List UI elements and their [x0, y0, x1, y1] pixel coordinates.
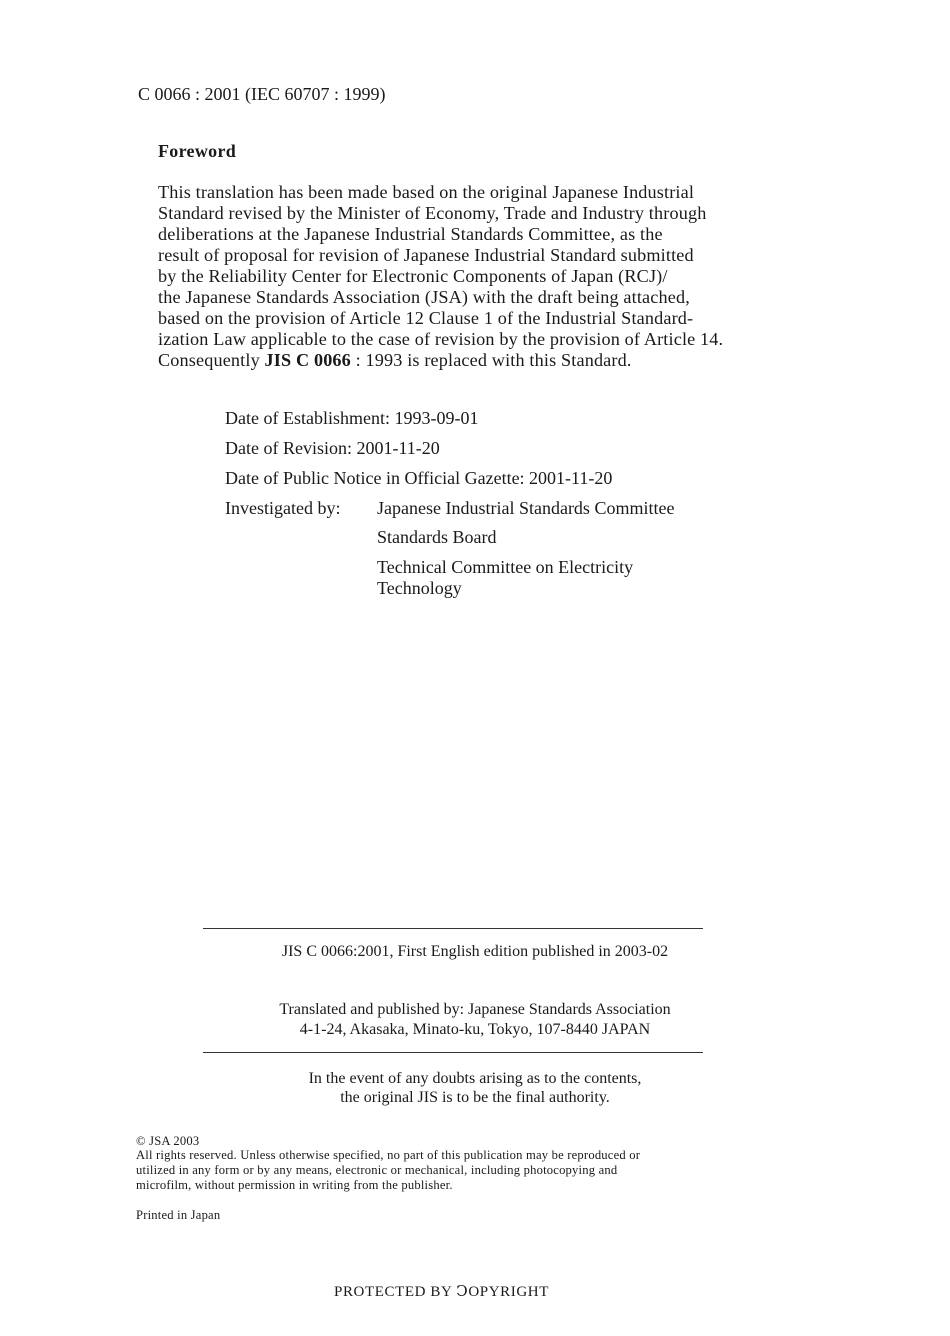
bottom-divider: [203, 1052, 703, 1053]
printed-in: Printed in Japan: [136, 1208, 221, 1222]
foreword-line-9: [158, 350, 632, 371]
protected-by-copyright: PROTECTED BY ↃOPYRIGHT: [334, 1284, 549, 1300]
translated-by-line: Translated and published by: Japanese Standards Association: [279, 1001, 671, 1018]
rights-line-2: utilized in any form or by any means, electronic or mechanical, including photocopying and: [136, 1163, 618, 1177]
investigator-1: Japanese Industrial Standards Committee: [377, 498, 675, 518]
date-of-establishment: Date of Establishment: 1993-09-01: [225, 408, 479, 428]
standard-code-bold: JIS C 0066: [264, 350, 351, 370]
copyright-notice: © JSA 2003: [136, 1134, 200, 1148]
foreword-line-3: deliberations at the Japanese Industrial Standards Committee, as the: [158, 224, 663, 244]
document-id: C 0066 : 2001 (IEC 60707 : 1999): [138, 84, 386, 104]
foreword-line-9-end: : 1993 is replaced with this Standard.: [350, 350, 632, 370]
date-of-revision: Date of Revision: 2001-11-20: [225, 438, 440, 458]
edition-line: JIS C 0066:2001, First English edition published in 2003-02: [281, 943, 669, 960]
foreword-line-9-start: Consequently: [158, 350, 265, 370]
address-line: 4-1-24, Akasaka, Minato-ku, Tokyo, 107-8440 JAPAN: [299, 1021, 651, 1038]
foreword-line-1: This translation has been made based on the original Japanese Industrial: [158, 182, 695, 202]
foreword-line-4: result of proposal for revision of Japanese Industrial Standard submitted: [158, 245, 694, 265]
foreword-line-2: Standard revised by the Minister of Economy, Trade and Industry through: [158, 203, 707, 223]
rights-line-3: microfilm, without permission in writing from the publisher.: [136, 1178, 453, 1192]
foreword-title: Foreword: [158, 141, 237, 161]
foreword-line-6: the Japanese Standards Association (JSA) with the draft being attached,: [158, 287, 690, 307]
date-of-public-notice: Date of Public Notice in Official Gazette: 2001-11-20: [225, 468, 613, 488]
top-divider: [203, 928, 703, 929]
investigator-2: Standards Board: [377, 527, 497, 547]
investigator-3: Technical Committee on Electricity: [377, 557, 634, 577]
foreword-line-7: based on the provision of Article 12 Clause 1 of the Industrial Standard-: [158, 308, 694, 328]
investigated-by-label: Investigated by:: [225, 498, 341, 518]
foreword-line-8: ization Law applicable to the case of revision by the provision of Article 14.: [158, 329, 724, 349]
authority-line-1: In the event of any doubts arising as to the contents,: [308, 1070, 642, 1087]
rights-line-1: All rights reserved. Unless otherwise specified, no part of this publication may be reproduced or: [136, 1148, 641, 1162]
authority-line-2: the original JIS is to be the final authority.: [340, 1089, 610, 1106]
investigator-3-cont: Technology: [377, 578, 462, 598]
foreword-line-5: by the Reliability Center for Electronic Components of Japan (RCJ)/: [158, 266, 668, 286]
